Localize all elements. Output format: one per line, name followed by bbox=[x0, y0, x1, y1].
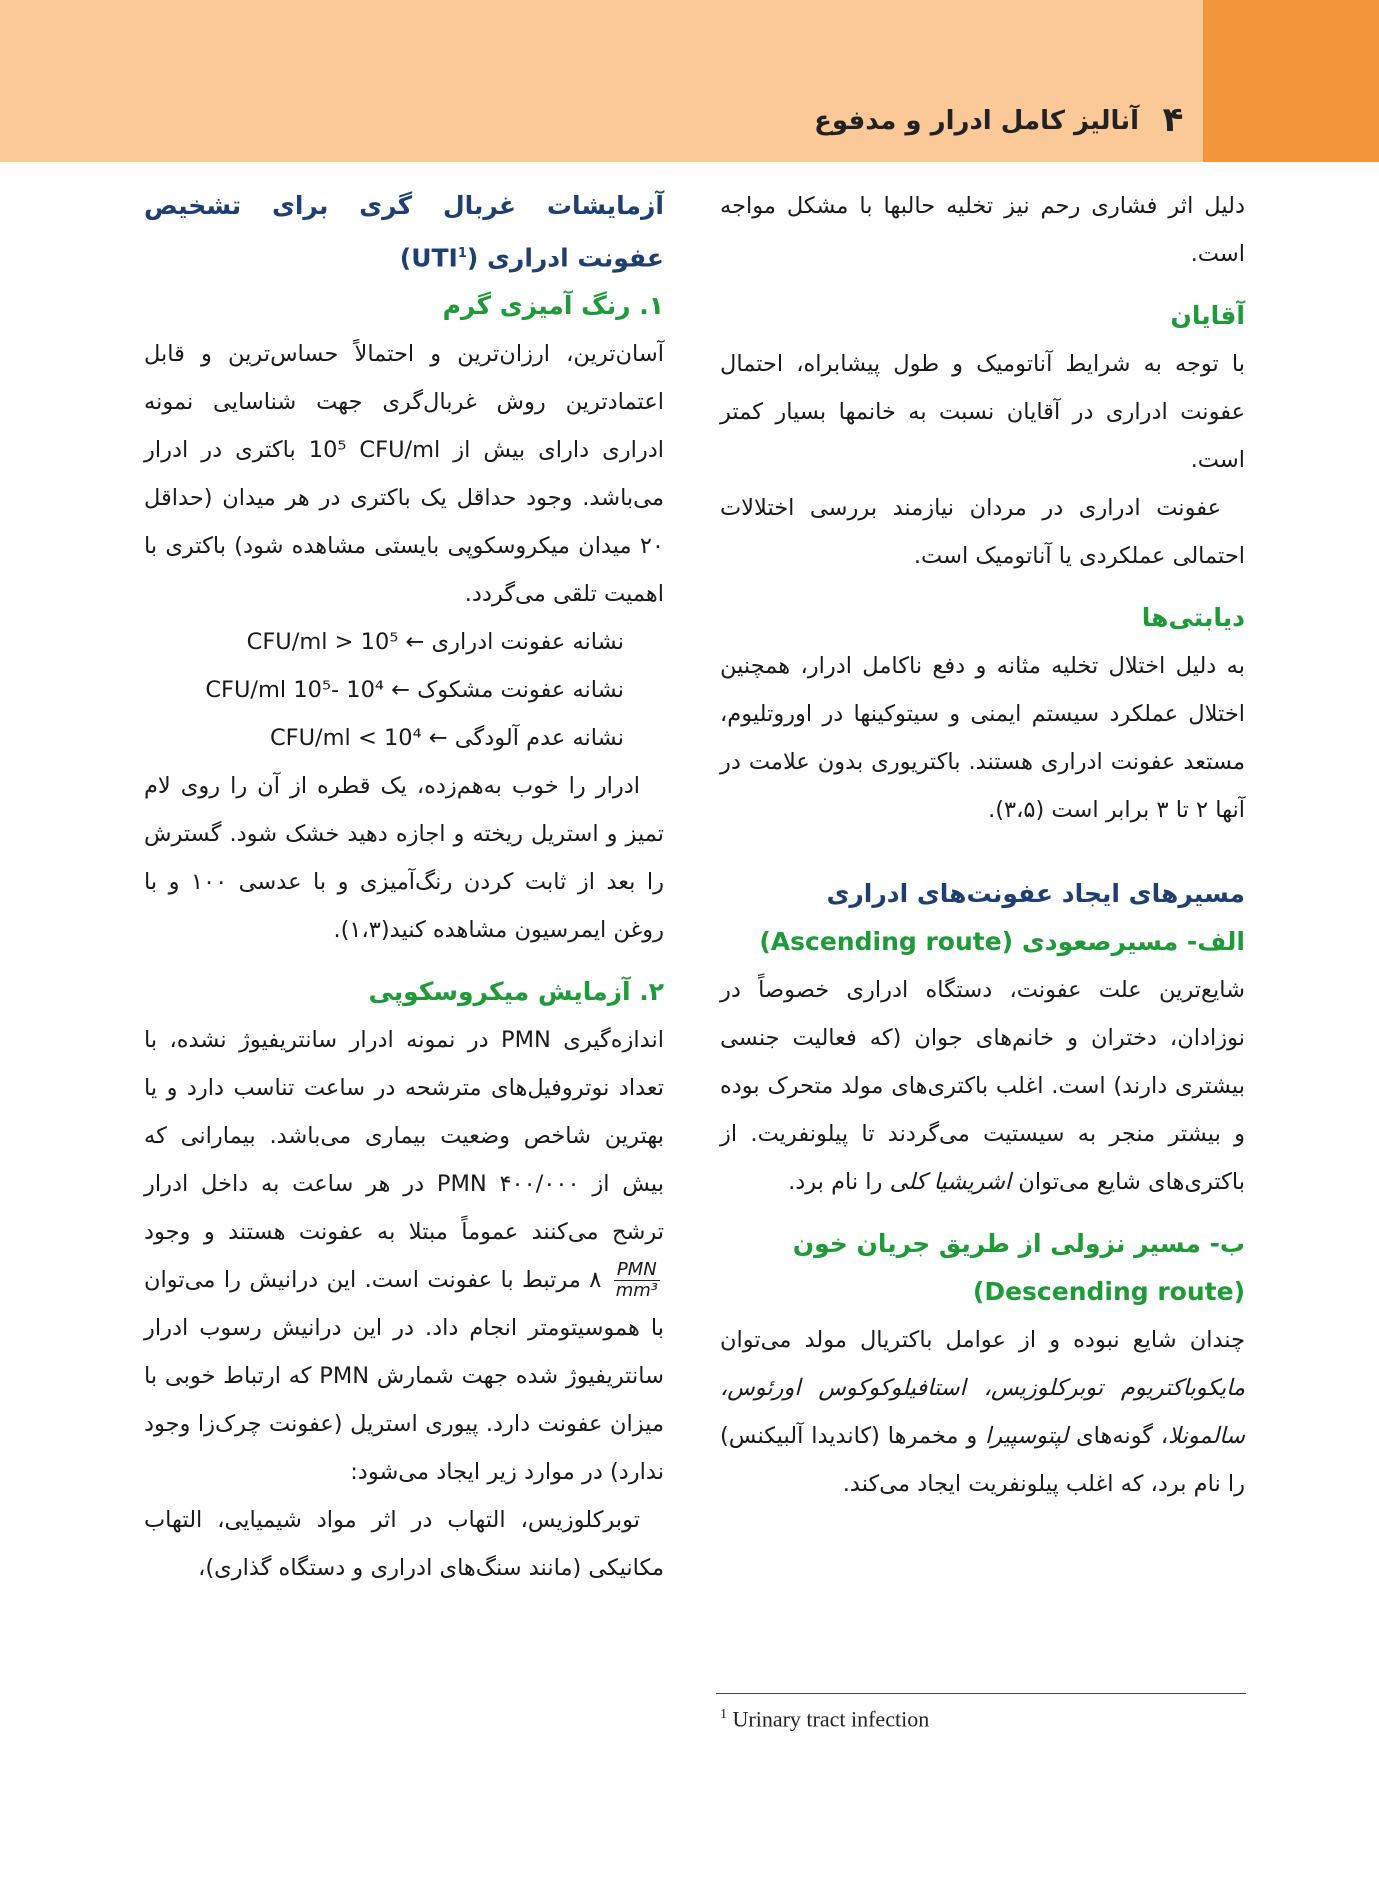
men-heading: آقایان bbox=[1170, 301, 1245, 330]
descending-heading-en bbox=[720, 1268, 1245, 1316]
micro-heading: ۲. آزمایش میکروسکوپی bbox=[368, 977, 664, 1007]
chapter-title: آنالیز کامل ادرار و مدفوع bbox=[814, 106, 1139, 136]
descending-heading-fa: ب- مسیر نزولی از طریق جریان خون bbox=[792, 1229, 1245, 1258]
screening-heading-close: ) bbox=[399, 243, 412, 273]
men-paragraph-1: با توجه به شرایط آناتومیک و طول پیشابراه، احتمال عفونت ادراری در آقایان نسبت به خانمها بسیار کمتر است. bbox=[720, 351, 1245, 473]
descending-organism-leptospira: لپتوسپیرا bbox=[985, 1423, 1069, 1449]
criteria-row bbox=[144, 714, 664, 762]
arrow-icon: ← bbox=[391, 677, 410, 704]
micro-text-b: مرتبط با عفونت است. این درانیش را می‌توان با هموسیتومتر انجام داد. در این درانیش رسوب ادرار سانتریفیوژ شده جهت شمارش PMN که ارتباط خوبی با میزان عفونت دارد. پیوری استریل (عفونت چرک‌زا وجود ندارد) در موارد زیر ایجاد می‌شود: bbox=[144, 1267, 664, 1486]
criteria-row bbox=[144, 618, 664, 666]
descending-organisms: مایکوباکتریوم توبرکلوزیس، استافیلوکوکوس اورئوس، سالمونلا bbox=[720, 1375, 1246, 1449]
chapter-header bbox=[0, 0, 1379, 162]
gram-paragraph-2: ادرار را خوب به‌هم‌زده، یک قطره از آن را روی لام تمیز و استریل ریخته و اجازه دهید خشک شود. گسترش را بعد از ثابت کردن رنگ‌آمیزی و با عدسی ۱۰۰ و با روغن ایمرسیون مشاهده کنید(۱،۳). bbox=[144, 773, 664, 944]
micro-paragraph-1 bbox=[144, 1016, 664, 1496]
ascending-heading-en: (Ascending route) bbox=[759, 927, 1014, 956]
ascending-heading-fa: الف- مسیرصعودی bbox=[1021, 927, 1245, 956]
ascending-heading bbox=[720, 918, 1245, 966]
criteria-range: CFU/ml 10⁵- 10⁴ bbox=[205, 677, 384, 704]
arrow-icon: ← bbox=[428, 725, 448, 752]
fraction-numerator: PMN bbox=[614, 1260, 660, 1281]
gram-text-a: آسان‌ترین، ارزان‌ترین و احتمالاً حساس‌ترین و قابل اعتمادترین روش غربال‌گری جهت شناسایی نمونه ادراری دارای بیش از bbox=[144, 341, 664, 464]
criteria-row bbox=[144, 666, 664, 714]
fraction-denominator: mm³ bbox=[615, 1280, 658, 1302]
descending-paragraph bbox=[720, 1316, 1245, 1508]
left-column bbox=[144, 182, 664, 1592]
descending-text-start: چندان شایع نبوده و از عوامل باکتریال مولد می‌توان bbox=[720, 1327, 1245, 1353]
criteria-range: CFU/ml > 10⁵ bbox=[246, 629, 399, 656]
footnote bbox=[720, 1700, 929, 1734]
ascending-paragraph bbox=[720, 966, 1245, 1206]
descending-text-end: و مخمرها (کاندیدا آلبیکنس) را نام برد، که اغلب پیلونفریت ایجاد می‌کند. bbox=[720, 1423, 1245, 1497]
footnote-ref: 1 bbox=[457, 246, 467, 261]
gram-text-b: باکتری در ادرار می‌باشد. وجود حداقل یک باکتری در هر میدان (حداقل ۲۰ میدان میکروسکوپی بایستی مشاهده شود) باکتری با اهمیت تلقی می‌گردد. bbox=[144, 437, 664, 608]
ascending-text-end: را نام برد. bbox=[788, 1169, 883, 1195]
ascending-organism: اشریشیا کلی bbox=[889, 1169, 1012, 1195]
micro-value: ۸ bbox=[589, 1267, 602, 1294]
criteria-meaning: نشانه عفونت مشکوک bbox=[417, 677, 624, 704]
pmn-fraction bbox=[614, 1260, 660, 1301]
gram-paragraph-1 bbox=[144, 330, 664, 618]
gram-heading: ۱. رنگ آمیزی گرم bbox=[442, 291, 664, 321]
criteria-range: CFU/ml < 10⁴ bbox=[269, 725, 422, 752]
arrow-icon: ← bbox=[405, 629, 425, 656]
footnote-number: 1 bbox=[720, 1707, 727, 1722]
criteria-meaning: نشانه عدم آلودگی bbox=[454, 725, 624, 752]
footnote-text: Urinary tract infection bbox=[732, 1706, 930, 1732]
descending-heading-en-text: (Descending route) bbox=[972, 1277, 1245, 1306]
ascending-text: شایع‌ترین علت عفونت، دستگاه ادراری خصوصاً در نوزادان، دختران و خانم‌های جوان (که فعالیت جنسی بیشتری دارند) است. اغلب باکتری‌های مولد متحرک بوده و بیشتر منجر به سیستیت می‌گردند تا پیلونفریت. از باکتری‌های شایع می‌توان bbox=[720, 977, 1245, 1195]
screening-heading-text: آزمایشات غربال گری برای تشخیص عفونت ادراری (UTI bbox=[144, 191, 664, 273]
footnote-divider bbox=[716, 1693, 1246, 1694]
micro-paragraph-2: توبرکلوزیس، التهاب در اثر مواد شیمیایی، التهاب مکانیکی (مانند سنگ‌های ادراری و دستگاه گذاری)، bbox=[144, 1507, 664, 1582]
men-paragraph-2: عفونت ادراری در مردان نیازمند بررسی اختلالات احتمالی عملکردی یا آناتومیک است. bbox=[720, 495, 1245, 569]
gram-threshold: 10⁵ CFU/ml bbox=[308, 437, 441, 464]
chapter-tab bbox=[1203, 0, 1379, 162]
intro-paragraph: دلیل اثر فشاری رحم نیز تخلیه حالبها با مشکل مواجه است. bbox=[720, 193, 1245, 267]
screening-heading bbox=[144, 182, 664, 282]
criteria-list bbox=[144, 618, 664, 762]
descending-text-mid: ، گونه‌های bbox=[1076, 1423, 1169, 1449]
diabetics-heading: دیابتی‌ها bbox=[1141, 603, 1245, 632]
diabetics-paragraph: به دلیل اختلال تخلیه مثانه و دفع ناکامل ادرار، همچنین اختلال عملکرد سیستم ایمنی و سیتوکینها در اوروتلیوم، مستعد عفونت ادراری هستند. باکتریوری بدون علامت در آنها ۲ تا ۳ برابر است (۳،۵). bbox=[720, 653, 1245, 823]
micro-text-a: اندازه‌گیری PMN در نمونه ادرار سانتریفیوژ نشده، با تعداد نوتروفیل‌های مترشحه در ساعت تناسب دارد و یا بهترین شاخص وضعیت بیماری می‌باشد. بیمارانی که بیش از PMN ۴۰۰/۰۰۰ در هر ساعت به داخل ادرار ترشح می‌کنند عموماً مبتلا به عفونت هستند و وجود bbox=[144, 1027, 664, 1246]
right-column bbox=[720, 182, 1245, 1508]
chapter-number: ۴ bbox=[1162, 100, 1184, 140]
criteria-meaning: نشانه عفونت ادراری bbox=[431, 629, 624, 656]
routes-heading: مسیرهای ایجاد عفونت‌های ادراری bbox=[826, 879, 1245, 908]
